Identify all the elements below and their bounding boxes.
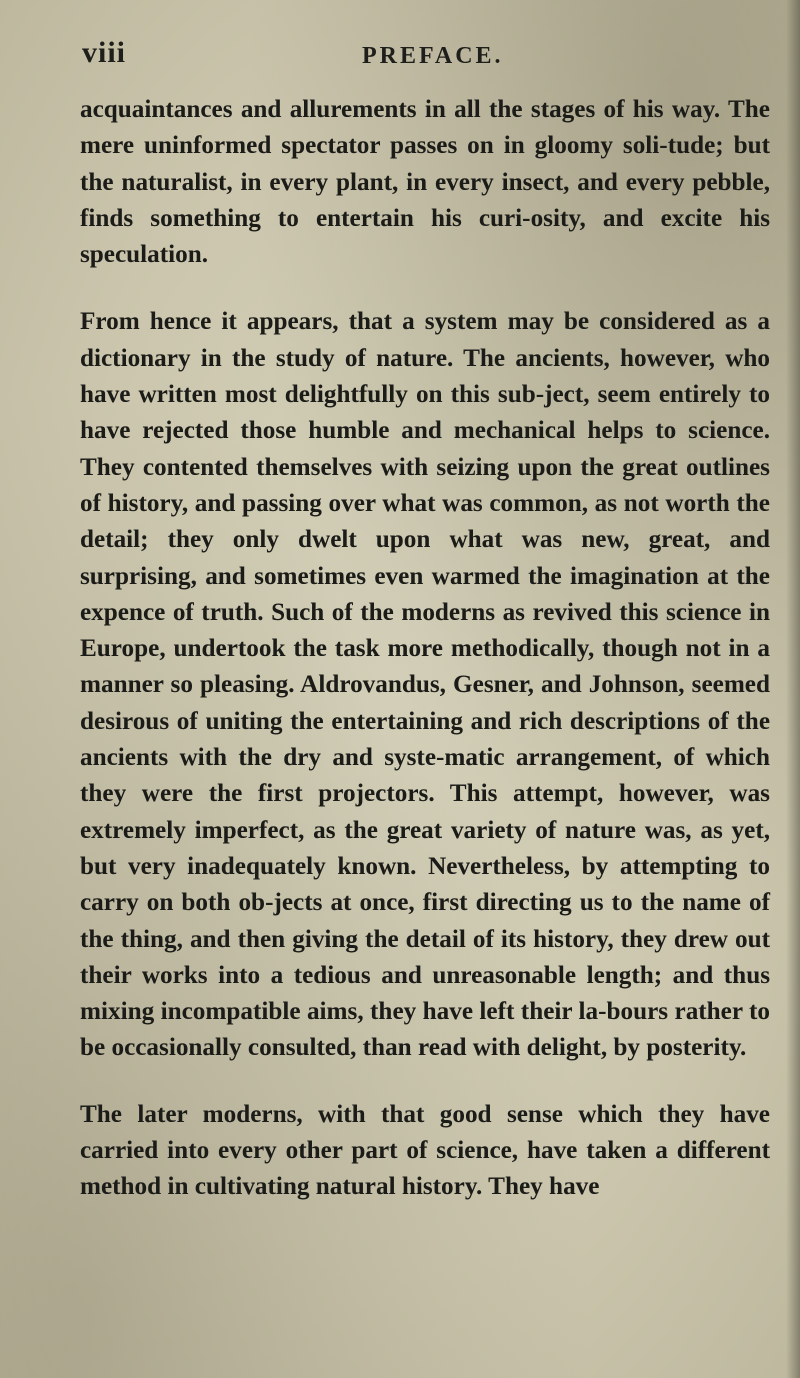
page-number: viii [82,36,127,69]
paragraph: The later moderns, with that good sense which they have carried into every other part of science, have taken a different method in cultivating natural history. They have [80,1100,770,1201]
page-edge-shadow [786,0,800,1378]
running-head: PREFACE. [362,43,504,69]
body-text [80,92,770,1206]
page-header [74,36,724,76]
paragraph: acquaintances and allurements in all the stages of his way. The mere uninformed spectator passes on in gloomy soli-tude; but the naturalist, in every plant, in every insect, and every pebble, finds something to entertain his curi-osity, and excite his speculation. [80,96,770,269]
paragraph: From hence it appears, that a system may be considered as a dictionary in the study of nature. The ancients, however, who have written most delightfully on this sub-ject, seem entirely to have rejected those humble and mechanical helps to science. They contented themselves with seizing upon the great outlines of history, and passing over what was common, as not worth the detail; they only dwelt upon what was new, great, and surprising, and sometimes even warmed the imagination at the expence of truth. Such of the moderns as revived this science in Europe, undertook the task more methodically, though not in a manner so pleasing. Aldrovandus, Gesner, and Johnson, seemed desirous of uniting the entertaining and rich descriptions of the ancients with the dry and syste-matic arrangement, of which they were the first projectors. This attempt, however, was extremely imperfect, as the great variety of nature was, as yet, but very inadequately known. Nevertheless, by attempting to carry on both ob-jects at once, first directing us to the name of the thing, and then giving the detail of its history, they drew out their works into a tedious and unreasonable length; and thus mixing incompatible aims, they have left their la-bours rather to be occasionally consulted, than read with delight, by posterity. [80,308,770,1062]
